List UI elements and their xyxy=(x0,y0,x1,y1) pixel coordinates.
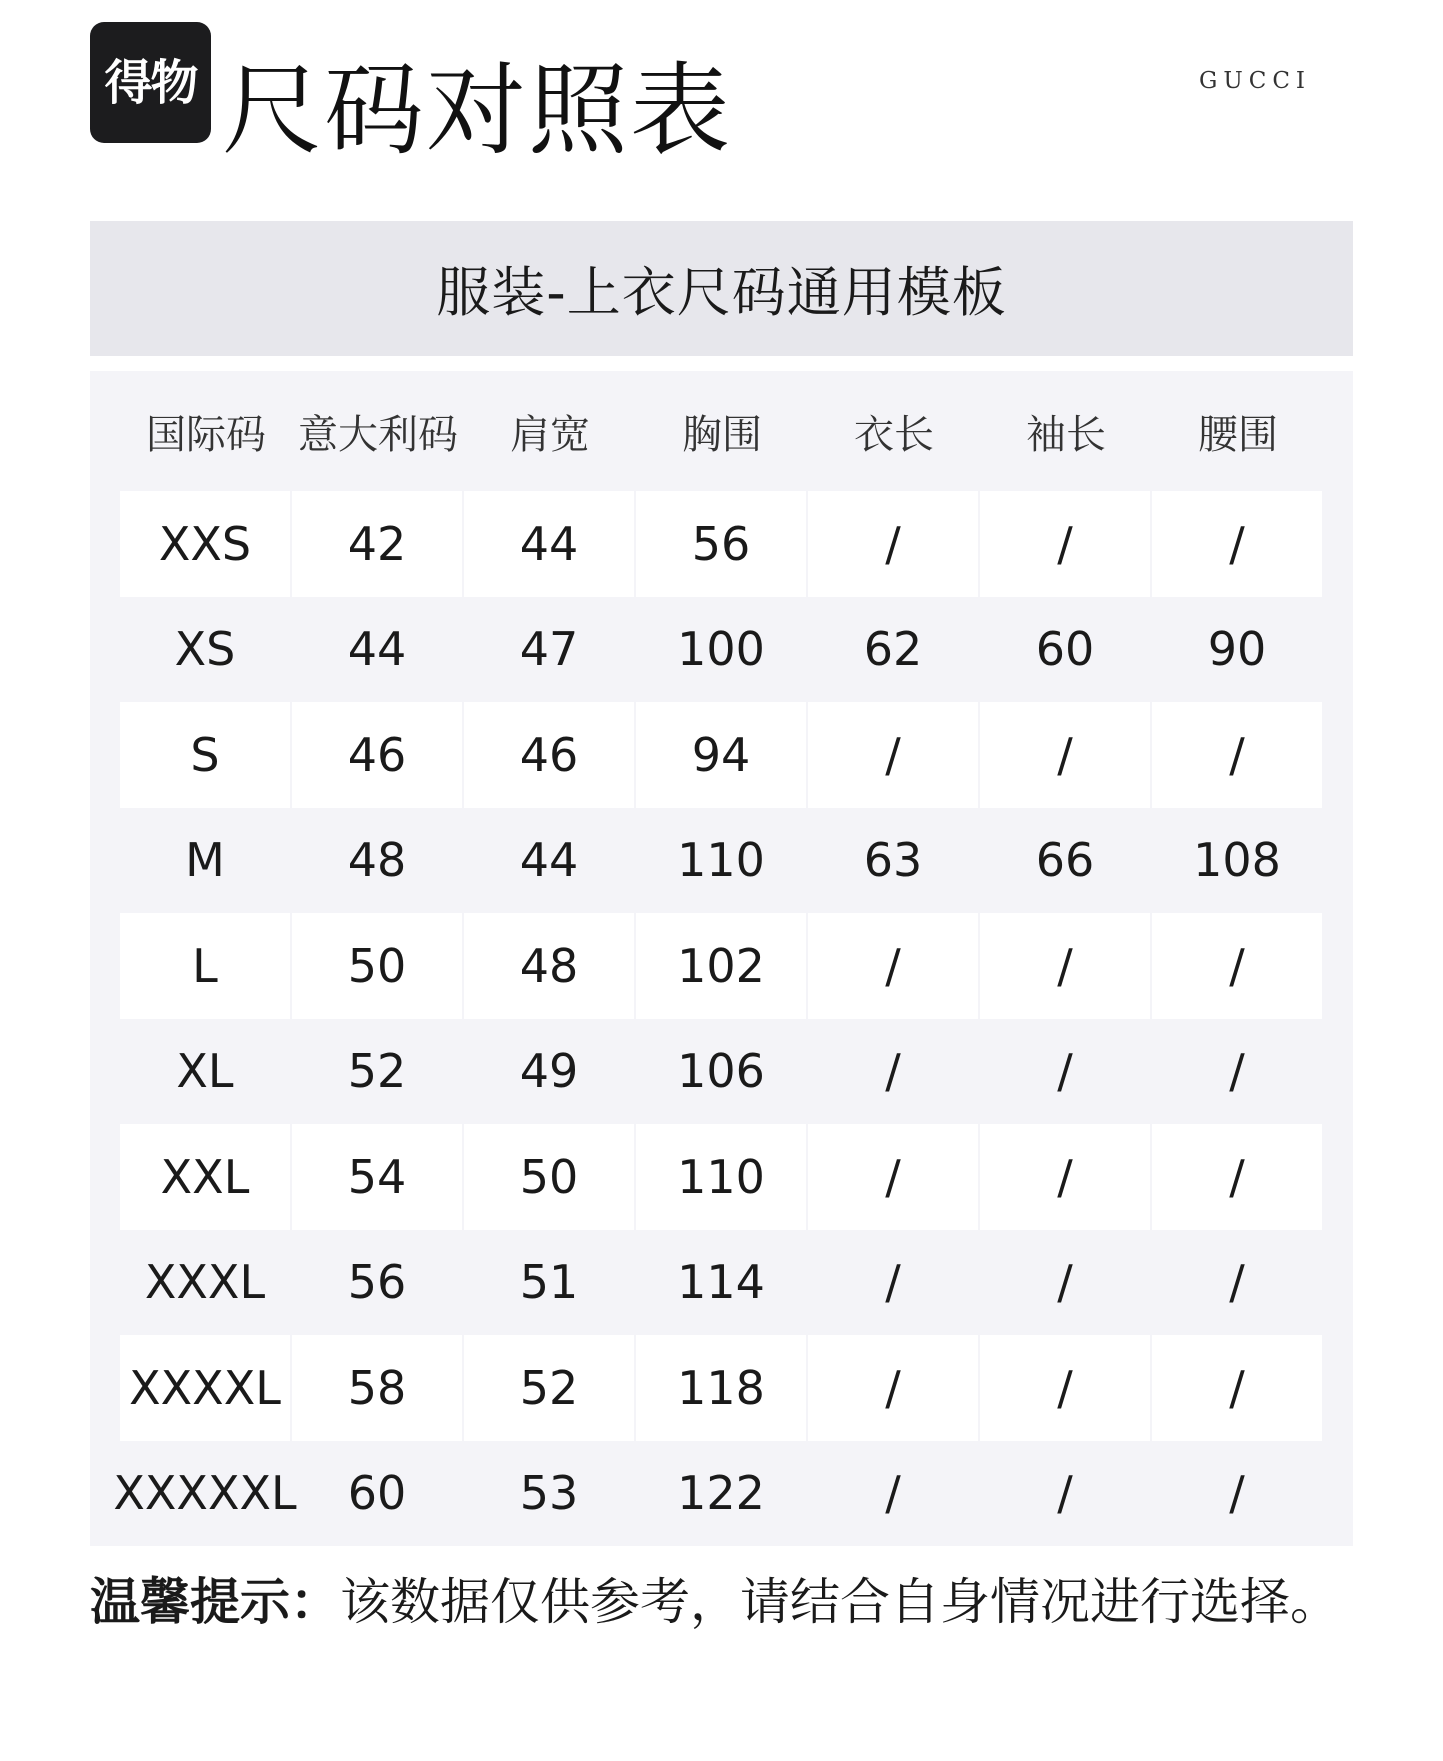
table-cell: 42 xyxy=(292,491,462,597)
table-row xyxy=(120,1335,1322,1441)
table-body xyxy=(113,491,1322,1546)
template-banner xyxy=(90,221,1353,356)
logo-text: 得物 xyxy=(104,54,197,111)
table-cell: 60 xyxy=(347,1466,407,1521)
table-cell: S xyxy=(120,702,290,808)
column-header: 衣长 xyxy=(854,411,934,458)
table-cell: / xyxy=(980,1335,1150,1441)
table-cell: / xyxy=(1152,913,1322,1019)
table-row xyxy=(120,913,1322,1019)
table-cell: 44 xyxy=(519,833,579,888)
table-cell: 60 xyxy=(1035,622,1095,677)
table-cell: / xyxy=(980,491,1150,597)
table-cell: 46 xyxy=(292,702,462,808)
table-cell: 46 xyxy=(464,702,634,808)
table-cell: XXXXL xyxy=(120,1335,290,1441)
size-table xyxy=(90,371,1353,1546)
table-header-row xyxy=(120,371,1322,491)
tip-label: 温馨提示： xyxy=(90,1573,340,1631)
table-cell: / xyxy=(1152,491,1322,597)
table-cell: 110 xyxy=(636,1124,806,1230)
table-cell: 49 xyxy=(519,1044,579,1099)
table-cell: 58 xyxy=(292,1335,462,1441)
table-cell: / xyxy=(808,491,978,597)
column-header: 腰围 xyxy=(1198,411,1278,458)
table-cell: 47 xyxy=(519,622,579,677)
table-cell: / xyxy=(885,1466,901,1521)
table-cell: 52 xyxy=(347,1044,407,1099)
column-header: 袖长 xyxy=(1026,411,1106,458)
table-cell: 44 xyxy=(464,491,634,597)
tip-note xyxy=(90,1562,1340,1634)
table-cell: 48 xyxy=(347,833,407,888)
table-cell: / xyxy=(1057,1255,1073,1310)
table-cell: 122 xyxy=(677,1466,765,1521)
table-cell: / xyxy=(1152,1335,1322,1441)
table-cell: 56 xyxy=(347,1255,407,1310)
table-cell: 63 xyxy=(863,833,923,888)
table-cell: 50 xyxy=(292,913,462,1019)
table-cell: XXXL xyxy=(144,1255,266,1310)
table-cell: 48 xyxy=(464,913,634,1019)
table-cell: / xyxy=(1057,1466,1073,1521)
table-row xyxy=(113,1441,1322,1547)
column-header: 胸围 xyxy=(682,411,762,458)
column-header: 意大利码 xyxy=(298,411,458,458)
table-cell: 53 xyxy=(519,1466,579,1521)
table-cell: 51 xyxy=(519,1255,579,1310)
table-cell: 100 xyxy=(677,622,765,677)
table-row xyxy=(120,597,1322,703)
column-header: 肩宽 xyxy=(510,411,590,458)
table-cell: 106 xyxy=(677,1044,765,1099)
table-cell: 54 xyxy=(292,1124,462,1230)
table-row xyxy=(120,491,1322,597)
table-cell: 62 xyxy=(863,622,923,677)
table-cell: 52 xyxy=(464,1335,634,1441)
table-cell: XXXXXL xyxy=(113,1466,297,1521)
table-cell: / xyxy=(1057,1044,1073,1099)
column-header: 国际码 xyxy=(146,411,266,458)
table-row xyxy=(120,1230,1322,1336)
table-cell: 114 xyxy=(677,1255,765,1310)
table-cell: XL xyxy=(176,1044,234,1099)
page-title: 尺码对照表 xyxy=(222,52,732,169)
table-cell: XXL xyxy=(120,1124,290,1230)
table-row xyxy=(120,702,1322,808)
table-row xyxy=(120,1124,1322,1230)
table-cell: / xyxy=(808,1335,978,1441)
table-cell: XS xyxy=(174,622,236,677)
table-cell: / xyxy=(980,702,1150,808)
table-row xyxy=(120,808,1322,914)
table-cell: 118 xyxy=(636,1335,806,1441)
table-cell: L xyxy=(120,913,290,1019)
table-cell: / xyxy=(808,702,978,808)
template-title: 服装-上衣尺码通用模板 xyxy=(436,261,1007,324)
table-cell: 66 xyxy=(1035,833,1095,888)
table-cell: / xyxy=(1229,1255,1245,1310)
table-cell: 44 xyxy=(347,622,407,677)
table-cell: 94 xyxy=(636,702,806,808)
table-cell: / xyxy=(1152,702,1322,808)
table-cell: M xyxy=(185,833,225,888)
table-cell: / xyxy=(1229,1466,1245,1521)
table-cell: 102 xyxy=(636,913,806,1019)
table-cell: 50 xyxy=(464,1124,634,1230)
table-cell: 90 xyxy=(1207,622,1267,677)
brand-name: GUCCI xyxy=(1198,68,1312,94)
table-cell: / xyxy=(808,913,978,1019)
table-cell: 110 xyxy=(677,833,765,888)
table-cell: XXS xyxy=(120,491,290,597)
table-cell: / xyxy=(980,913,1150,1019)
table-cell: / xyxy=(1152,1124,1322,1230)
table-cell: / xyxy=(980,1124,1150,1230)
table-row xyxy=(120,1019,1322,1125)
table-cell: 108 xyxy=(1193,833,1281,888)
table-cell: 56 xyxy=(636,491,806,597)
tip-text: 该数据仅供参考，请结合自身情况进行选择。 xyxy=(340,1573,1340,1631)
table-cell: / xyxy=(808,1124,978,1230)
dewu-logo xyxy=(90,22,211,143)
table-cell: / xyxy=(1229,1044,1245,1099)
table-cell: / xyxy=(885,1255,901,1310)
table-cell: / xyxy=(885,1044,901,1099)
